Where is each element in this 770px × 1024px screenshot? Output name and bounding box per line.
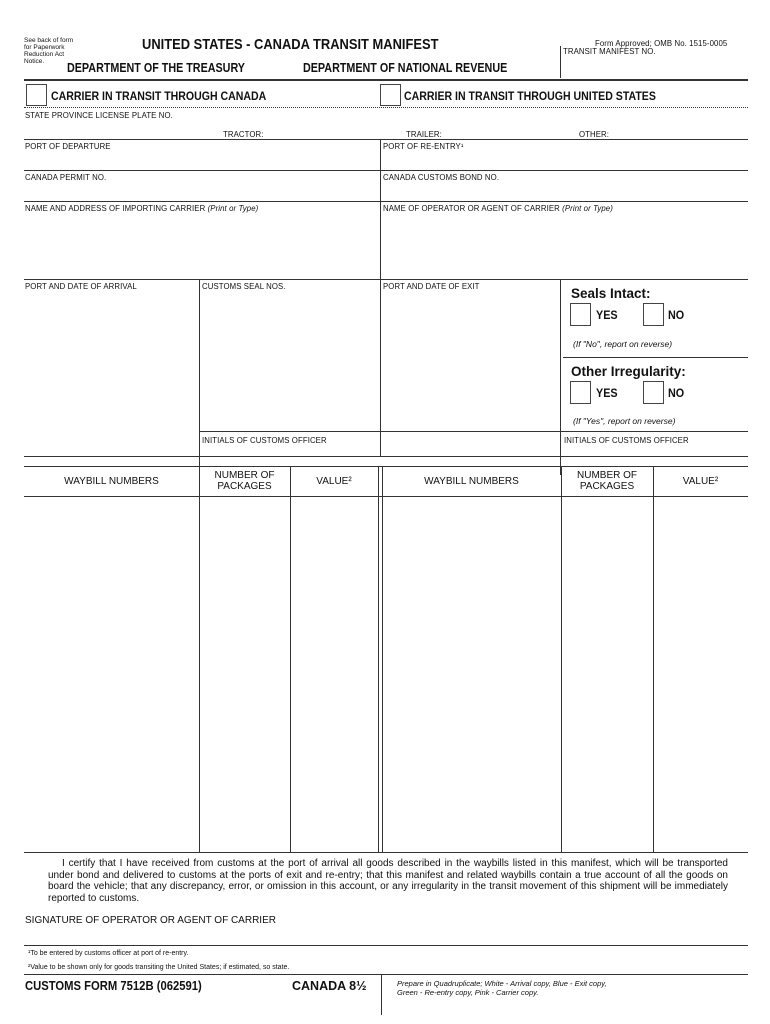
transit-manifest-no-label: TRANSIT MANIFEST NO.	[563, 47, 656, 56]
seals-no-label: NO	[668, 308, 685, 322]
importing-carrier-label: NAME AND ADDRESS OF IMPORTING CARRIER (Print or Type)	[25, 204, 259, 213]
port-exit-label: PORT AND DATE OF EXIT	[383, 282, 480, 291]
prepare-instructions: Prepare in Quadruplicate; White - Arrival copy, Blue - Exit copy, Green - Re-entry copy, Pink - Carrier copy.	[397, 979, 607, 997]
seals-yes-checkbox[interactable]	[570, 303, 591, 326]
value-header-right: VALUE²	[682, 476, 719, 487]
carrier-us-label: CARRIER IN TRANSIT THROUGH UNITED STATES	[404, 89, 656, 103]
other-label: OTHER:	[579, 130, 610, 139]
carrier-canada-checkbox[interactable]	[26, 84, 47, 106]
omb-number: Form Approved; OMB No. 1515-0005	[595, 39, 728, 48]
seals-no-checkbox[interactable]	[643, 303, 664, 326]
initials-officer-right-label: INITIALS OF CUSTOMS OFFICER	[564, 436, 689, 445]
irregularity-no-checkbox[interactable]	[643, 381, 664, 404]
dept-national-revenue: DEPARTMENT OF NATIONAL REVENUE	[303, 61, 508, 75]
canada-size: CANADA 8½	[292, 979, 367, 993]
other-irregularity-title: Other Irregularity:	[571, 364, 686, 379]
waybill-header-left: WAYBILL NUMBERS	[64, 476, 159, 487]
irregularity-no-label: NO	[668, 386, 685, 400]
signature-label: SIGNATURE OF OPERATOR OR AGENT OF CARRIER	[25, 915, 276, 926]
operator-agent-label: NAME OF OPERATOR OR AGENT OF CARRIER (Print or Type)	[383, 204, 613, 213]
port-of-reentry-label: PORT OF RE-ENTRY¹	[383, 142, 464, 151]
certification-text: I certify that I have received from customs at the port of arrival all goods described in the waybills listed in this manifest, which will be transported under bond and delivered to customs at the ports of exit and re-entry; that this manifest and related waybills contain a true account of all the goods on board the vehicle; that any discrepancy, error, or omission in this account, or any irregularity in the transit movement of this shipment will be immediately reported to customs.	[48, 858, 728, 904]
form-title: UNITED STATES - CANADA TRANSIT MANIFEST	[142, 36, 439, 53]
value-header-left: VALUE²	[316, 476, 352, 487]
seals-yes-label: YES	[596, 308, 618, 322]
port-arrival-label: PORT AND DATE OF ARRIVAL	[25, 282, 137, 291]
waybill-header-right: WAYBILL NUMBERS	[424, 476, 519, 487]
customs-seal-nos-label: CUSTOMS SEAL NOS.	[202, 282, 286, 291]
port-of-departure-label: PORT OF DEPARTURE	[25, 142, 111, 151]
seals-note: (If "No", report on reverse)	[573, 339, 673, 349]
irregularity-note: (If "Yes", report on reverse)	[573, 416, 676, 426]
canada-permit-label: CANADA PERMIT NO.	[25, 173, 107, 182]
footnote-2: ²Value to be shown only for goods transiting the United States; if estimated, so state.	[28, 964, 290, 971]
dept-treasury: DEPARTMENT OF THE TREASURY	[67, 61, 245, 75]
tractor-label: TRACTOR:	[223, 130, 264, 139]
irregularity-yes-checkbox[interactable]	[570, 381, 591, 404]
form-number: CUSTOMS FORM 7512B (062591)	[25, 979, 202, 993]
initials-officer-left-label: INITIALS OF CUSTOMS OFFICER	[202, 436, 327, 445]
canada-bond-label: CANADA CUSTOMS BOND NO.	[383, 173, 500, 182]
license-plate-label: STATE PROVINCE LICENSE PLATE NO.	[25, 111, 173, 120]
paperwork-notice: See back of form for Paperwork Reduction Act Notice.	[24, 37, 74, 65]
irregularity-yes-label: YES	[596, 386, 618, 400]
trailer-label: TRAILER:	[406, 130, 442, 139]
footnote-1: ¹To be entered by customs officer at port of re-entry.	[28, 950, 189, 957]
seals-intact-title: Seals Intact:	[571, 286, 651, 301]
carrier-us-checkbox[interactable]	[380, 84, 401, 106]
carrier-canada-label: CARRIER IN TRANSIT THROUGH CANADA	[51, 89, 267, 103]
packages-header-right: NUMBER OF PACKAGES	[577, 470, 637, 492]
packages-header-left: NUMBER OF PACKAGES	[214, 470, 275, 492]
